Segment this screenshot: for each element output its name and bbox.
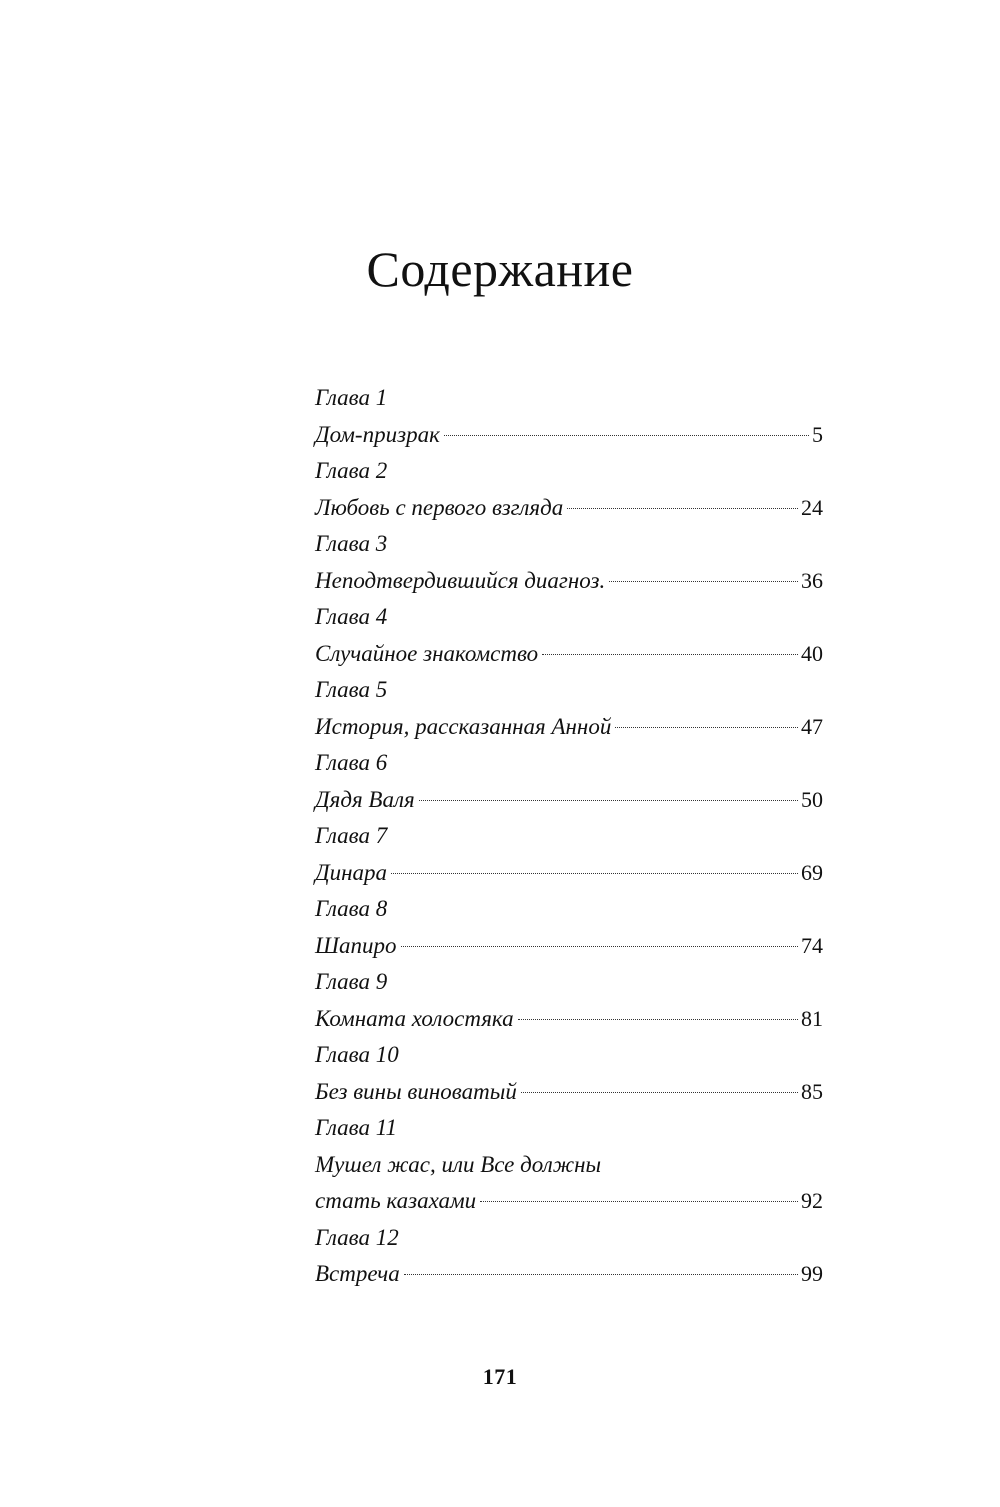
toc-entry[interactable] — [315, 490, 823, 527]
toc-entry-title: Встреча — [315, 1261, 400, 1286]
toc-entry[interactable] — [315, 709, 823, 746]
toc-entry-title: Любовь с первого взгляда — [315, 494, 564, 520]
dot-leader — [419, 800, 798, 801]
toc-entry-title-line1: Мушел жас, или Все должны — [315, 1151, 602, 1177]
toc-chapter-label: Глава 2 — [315, 458, 388, 483]
toc-entry[interactable] — [315, 855, 823, 892]
dot-leader — [521, 1092, 798, 1093]
page-title: Содержание — [366, 241, 634, 297]
toc-chapter-label: Глава 7 — [315, 823, 388, 848]
toc-entry-title: стать казахами — [315, 1188, 477, 1213]
toc-page-number: 81 — [801, 1005, 823, 1031]
toc-page-number: 50 — [801, 786, 823, 812]
toc-page-number: 74 — [801, 932, 823, 958]
toc-chapter-label: Глава 9 — [315, 969, 388, 994]
dot-leader — [480, 1201, 798, 1202]
dot-leader — [518, 1019, 798, 1020]
toc-entry[interactable] — [315, 782, 823, 819]
toc-page-number: 69 — [801, 859, 823, 885]
dot-leader — [567, 508, 798, 509]
dot-leader — [542, 654, 798, 655]
toc-page-number: 99 — [801, 1261, 823, 1286]
toc-page-number: 5 — [812, 421, 823, 447]
toc-entry[interactable] — [315, 1001, 823, 1038]
toc-entry-title: Неподтвердившийся диагноз. — [315, 567, 606, 593]
toc-page-number: 92 — [801, 1188, 823, 1213]
toc-entry-title: Дядя Валя — [315, 786, 415, 812]
toc-entry-title: История, рассказанная Анной — [315, 713, 612, 739]
toc-chapter-label: Глава 12 — [315, 1224, 399, 1250]
toc-page-number: 36 — [801, 567, 823, 593]
toc-chapter-label: Глава 11 — [315, 1115, 398, 1140]
toc-entry-title: Случайное знакомство — [315, 640, 539, 666]
toc-page-number: 47 — [801, 713, 823, 739]
toc-entry-title: Комната холостяка — [315, 1005, 514, 1031]
toc-entry[interactable] — [315, 636, 823, 673]
dot-leader — [444, 435, 809, 436]
toc-entry-title: Динара — [315, 859, 388, 885]
table-of-contents — [315, 380, 823, 1293]
toc-entry-title: Без вины виноватый — [315, 1078, 517, 1104]
toc-chapter-label: Глава 10 — [315, 1042, 399, 1067]
dot-leader — [609, 581, 798, 582]
toc-chapter-label: Глава 3 — [315, 531, 388, 556]
toc-chapter-label: Глава 6 — [315, 750, 388, 775]
toc-chapter-label: Глава 4 — [315, 604, 388, 629]
toc-chapter-label: Глава 8 — [315, 896, 388, 921]
toc-entry[interactable] — [315, 417, 823, 454]
dot-leader — [391, 873, 798, 874]
toc-entry[interactable] — [315, 563, 823, 600]
dot-leader — [404, 1274, 798, 1275]
dot-leader — [401, 946, 799, 947]
toc-page-number: 40 — [801, 640, 823, 666]
toc-entry-title: Дом-призрак — [315, 421, 440, 447]
toc-entry[interactable] — [315, 1074, 823, 1111]
toc-page-number: 24 — [801, 494, 823, 520]
dot-leader — [615, 727, 798, 728]
toc-entry[interactable] — [315, 1256, 823, 1293]
toc-chapter-label: Глава 5 — [315, 677, 388, 702]
toc-entry[interactable] — [315, 928, 823, 965]
page-number: 171 — [482, 1364, 518, 1389]
toc-entry-title: Шапиро — [315, 932, 397, 958]
toc-page-number: 85 — [801, 1078, 823, 1104]
toc-chapter-label: Глава 1 — [315, 385, 388, 410]
toc-entry[interactable] — [315, 1147, 823, 1220]
